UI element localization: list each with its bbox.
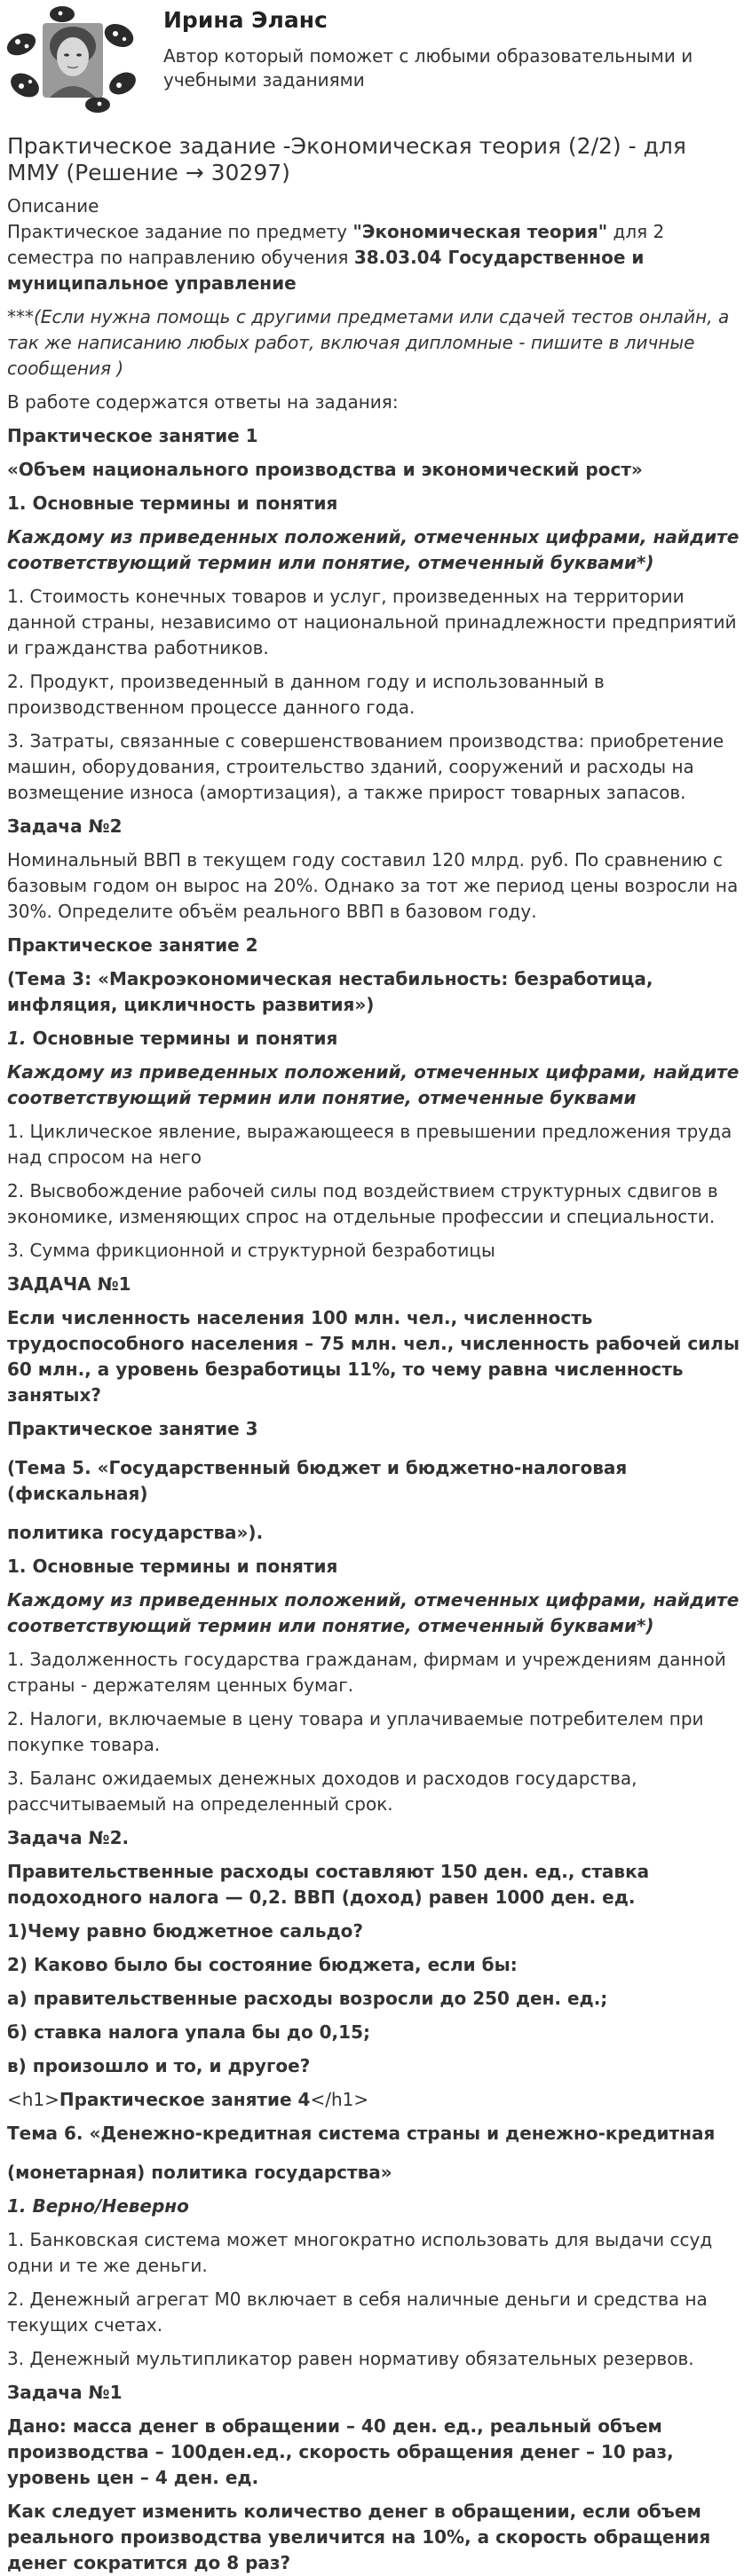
lesson3-question: а) правительственные расходы возросли до 250 ден. ед.; (7, 1988, 608, 2009)
lesson3-task-heading: Задача №2. (7, 1827, 130, 1848)
lesson1-item: 3. Затраты, связанные с совершенствованием производства: приобретение машин, оборудования, строительство зданий, сооружений и расходы на возмещение износа (амортизация), а также прирост товарных запасов. (7, 730, 724, 803)
lesson2-topic: (Тема 3: «Макроэкономическая нестабильность: безработица, инфляция, цикличность развития») (7, 968, 653, 1015)
lesson2-item: 3. Сумма фрикционной и структурной безработицы (7, 1240, 495, 1261)
lesson1-task-heading: Задача №2 (7, 815, 123, 837)
author-name[interactable]: Ирина Эланс (163, 7, 328, 33)
lesson2-item: 1. Циклическое явление, выражающееся в превышении предложения труда над спросом на него (7, 1121, 732, 1168)
page-title: Практическое задание -Экономическая теория (2/2) - для ММУ (Решение → 30297) (7, 133, 686, 185)
contains-text: В работе содержатся ответы на задания: (7, 391, 399, 413)
author-description: Автор который поможет с любыми образовательными и учебными заданиями (163, 45, 693, 91)
lesson1-item: 2. Продукт, произведенный в данном году и использованный в производственном процессе данного года. (7, 671, 605, 718)
intro-paragraph (7, 219, 745, 296)
lesson3-instruction: Каждому из приведенных положений, отмеченных цифрами, найдите соответствующий термин или понятие, отмеченный буквами*) (7, 1589, 740, 1636)
lesson2-terms-text: Основные термины и понятия (26, 1028, 338, 1049)
lesson1-heading: Практическое занятие 1 (7, 425, 258, 446)
lesson4-true-false-heading: 1. Верно/Неверно (7, 2195, 189, 2217)
lesson4-tag-close: </h1> (310, 2089, 369, 2110)
lesson4-task-text: Дано: масса денег в обращении – 40 ден. ед., реальный объем производства – 100ден.ед., скорость обращения денег – 10 раз, уровень цен – 4 ден. ед. (7, 2415, 674, 2488)
intro-direction: 38.03.04 Государственное и муниципальное управление (7, 247, 645, 294)
lesson2-task-text: Если численность населения 100 млн. чел., численность трудоспособного населения – 75 млн. чел., численность рабочей силы 60 млн., а уровень безработицы 11%, то чему равна численность занятых? (7, 1307, 740, 1406)
lesson4-task-question: Как следует изменить количество денег в обращении, если объем реального производства увеличится на 10%, а скорость обращения денег сократится до 8 раз? (7, 2501, 711, 2573)
author-avatar[interactable] (5, 4, 139, 115)
intro-subject: "Экономическая теория" (352, 221, 608, 242)
intro-text-2: для 2 семестра по направлению обучения (7, 221, 665, 268)
author-block (0, 0, 752, 124)
intro-text: Практическое задание по предмету (7, 221, 353, 242)
lesson4-item: 2. Денежный агрегат М0 включает в себя наличные деньги и средства на текущих счетах. (7, 2288, 708, 2336)
lesson2-task-heading: ЗАДАЧА №1 (7, 1273, 131, 1295)
lesson1-topic: «Объем национального производства и экономический рост» (7, 459, 643, 480)
lesson2-instruction: Каждому из приведенных положений, отмеченных цифрами, найдите соответствующий термин или понятие, отмеченные буквами (7, 1061, 740, 1108)
lesson3-topic-line2: политика государства»). (7, 1522, 264, 1543)
lesson1-terms-heading: 1. Основные термины и понятия (7, 492, 338, 514)
help-note: ***(Если нужна помощь с другими предметами или сдачей тестов онлайн, а так же написанию любых работ, включая дипломные - пишите в личные сообщения ) (7, 306, 730, 379)
lesson1-item: 1. Стоимость конечных товаров и услуг, произведенных на территории данной страны, независимо от национальной принадлежности предприятий и гражданства работников. (7, 586, 737, 658)
lesson3-task-text: Правительственные расходы составляют 150 ден. ед., ставка подоходного налога — 0,2. ВВП (доход) равен 1000 ден. ед. (7, 1861, 650, 1908)
lesson1-instruction: Каждому из приведенных положений, отмеченных цифрами, найдите соответствующий термин или понятие, отмеченный буквами*) (7, 526, 740, 573)
lesson3-item: 2. Налоги, включаемые в цену товара и уплачиваемые потребителем при покупке товара. (7, 1708, 704, 1755)
article-content (0, 133, 752, 2576)
lesson3-heading: Практическое занятие 3 (7, 1418, 258, 1439)
lesson4-item: 3. Денежный мультипликатор равен нормативу обязательных резервов. (7, 2348, 694, 2369)
lesson3-item: 3. Баланс ожидаемых денежных доходов и расходов государства, рассчитываемый на определенный срок. (7, 1768, 637, 1815)
lesson3-terms-heading: 1. Основные термины и понятия (7, 1556, 338, 1577)
lesson3-topic-line1: (Тема 5. «Государственный бюджет и бюджетно-налоговая (фискальная) (7, 1457, 628, 1504)
lesson3-question: 1)Чему равно бюджетное сальдо? (7, 1920, 363, 1942)
lesson4-heading-line (7, 2087, 745, 2113)
lesson4-tag-open: <h1> (7, 2089, 59, 2110)
lesson3-question: в) произошло и то, и другое? (7, 2055, 311, 2076)
lesson4-topic-line2: (монетарная) политика государства» (7, 2162, 392, 2183)
lesson2-heading: Практическое занятие 2 (7, 934, 258, 956)
lesson1-task-text: Номинальный ВВП в текущем году составил 120 млрд. руб. По сравнению с базовым годом он вырос на 20%. Однако за тот же период цены возросли на 30%. Определите объём реального ВВП в базовом году. (7, 849, 739, 922)
lesson4-task-heading: Задача №1 (7, 2382, 123, 2403)
lesson2-terms-number: 1. (7, 1028, 27, 1049)
lesson3-item: 1. Задолженность государства гражданам, фирмам и учреждениям данной страны - держателям ценных бумаг. (7, 1649, 726, 1696)
description-label: Описание (7, 195, 99, 217)
lesson2-item: 2. Высвобождение рабочей силы под воздействием структурных сдвигов в экономике, изменяющих спрос на отдельные профессии и специальности. (7, 1180, 718, 1227)
lesson3-question: 2) Каково было бы состояние бюджета, если бы: (7, 1954, 518, 1975)
lesson3-question: б) ставка налога упала бы до 0,15; (7, 2021, 370, 2043)
lesson4-topic-line1: Тема 6. «Денежно-кредитная система страны и денежно-кредитная (7, 2123, 716, 2144)
lesson4-heading: Практическое занятие 4 (59, 2089, 311, 2110)
lesson4-item: 1. Банковская система может многократно использовать для выдачи ссуд одни и те же деньги. (7, 2229, 713, 2276)
lesson2-terms-heading (7, 1026, 745, 1052)
